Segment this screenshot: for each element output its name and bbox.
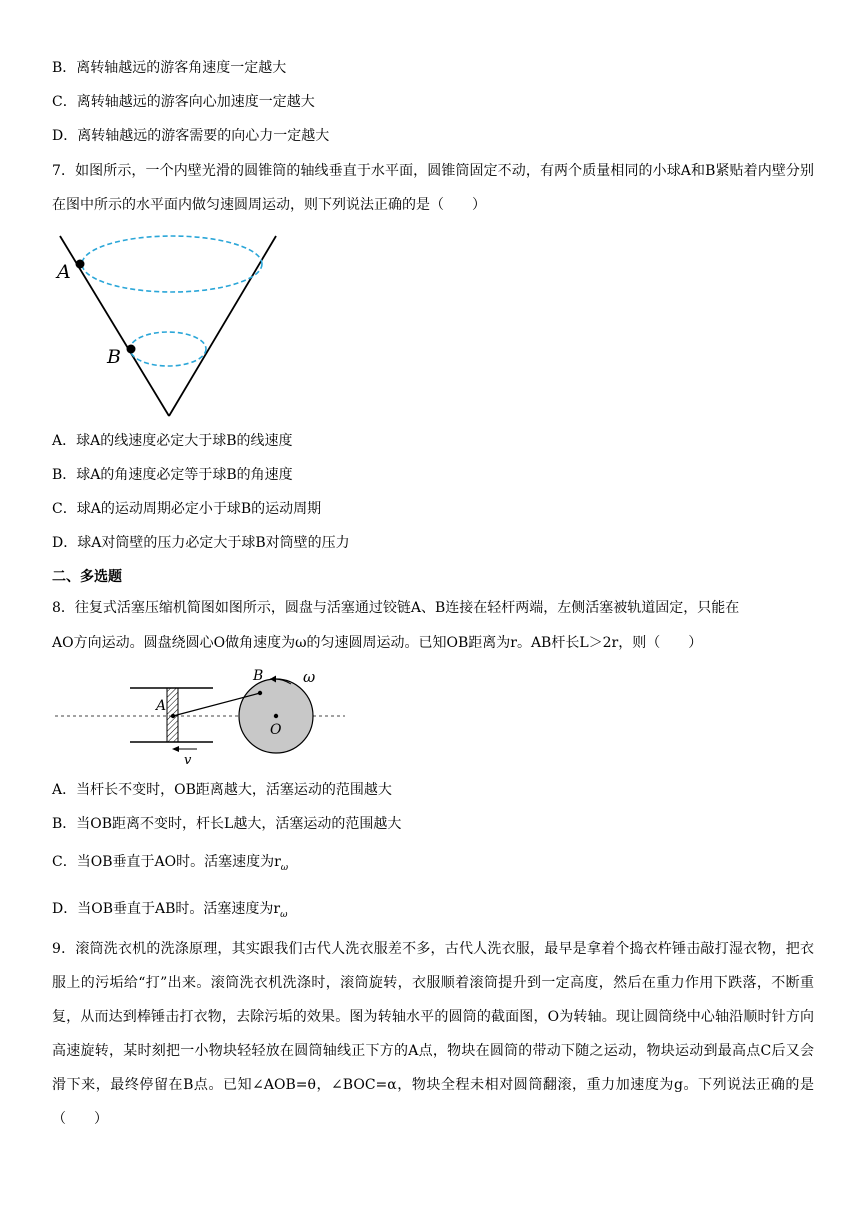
q8-option-d-subscript: ω	[280, 909, 288, 920]
label-o: O	[270, 722, 282, 738]
q7-cone-figure	[52, 228, 292, 422]
label-a: A	[156, 698, 167, 714]
q7-option-b: B．球A的角速度必定等于球B的角速度	[52, 467, 293, 483]
section-heading: 二、多选题	[52, 569, 122, 585]
q7-option-d: D．球A对筒壁的压力必定大于球B对筒壁的压力	[52, 535, 350, 551]
q8-option-d-text: D．当OB垂直于AB时。活塞速度为r	[52, 901, 281, 917]
q6-option-d: D．离转轴越远的游客需要的向心力一定越大	[52, 128, 330, 144]
q8-option-b: B．当OB距离不变时，杆长L越大，活塞运动的范围越大	[52, 816, 402, 832]
q8-stem-line2: AO方向运动。圆盘绕圆心O做角速度为ω的匀速圆周运动。已知OB距离为r。AB杆长L＞2r，则（ ）	[52, 635, 703, 651]
label-a: A	[57, 261, 71, 283]
q8-option-a: A．当杆长不变时，OB距离越大，活塞运动的范围越大	[52, 782, 392, 798]
q9-stem: 9．滚筒洗衣机的洗涤原理，其实跟我们古代人洗衣服差不多，古代人洗衣服，最早是拿着个捣衣杵锤击敲打湿衣物，把衣服上的污垢给“打”出来。滚筒洗衣机洗涤时，滚筒旋转，衣服顺着滚筒提升到一定高度，然后在重力作用下跌落，不断重复，从而达到棒锤击打衣物，去除污垢的效果。图为转轴水平的圆筒的截面图，O为转轴。现让圆筒绕中心轴沿顺时针方向高速旋转，某时刻把一小物块轻轻放在圆筒轴线正下方的A点，物块在圆筒的带动下随之运动，物块运动到最高点C后又会滑下来，最终停留在B点。已知∠AOB=θ，∠BOC=α，物块全程未相对圆筒翻滚，重力加速度为g。下列说法正确的是（ ）	[52, 941, 814, 1127]
q6-option-b: B．离转轴越远的游客角速度一定越大	[52, 60, 287, 76]
label-b: B	[107, 346, 121, 368]
orbit-a	[82, 236, 262, 292]
label-v: v	[184, 753, 192, 766]
q8-stem-line1: 8．往复式活塞压缩机简图如图所示，圆盘与活塞通过铰链A、B连接在轻杆两端，左侧活塞被轨道固定，只能在	[52, 600, 740, 616]
q7-stem: 7．如图所示，一个内壁光滑的圆锥筒的轴线垂直于水平面，圆锥筒固定不动，有两个质量相同的小球A和B紧贴着内壁分别在图中所示的水平面内做匀速圆周运动，则下列说法正确的是（ ）	[52, 163, 814, 213]
velocity-arrowhead	[172, 746, 179, 752]
cone-right-wall	[169, 236, 276, 416]
ball-b	[127, 345, 136, 354]
q7-option-c: C．球A的运动周期必定小于球B的运动周期	[52, 501, 322, 517]
ball-a	[76, 260, 85, 269]
hinge-a	[171, 714, 175, 718]
q8-piston-figure	[55, 662, 350, 766]
center-o	[274, 714, 278, 718]
label-b: B	[253, 668, 264, 684]
q7-option-a: A．球A的线速度必定大于球B的线速度	[52, 433, 293, 449]
q8-option-d	[52, 899, 287, 925]
q8-option-c	[52, 852, 288, 878]
orbit-b	[130, 332, 206, 366]
q8-option-c-text: C．当OB垂直于AO时。活塞速度为r	[52, 854, 281, 870]
q6-option-c: C．离转轴越远的游客向心加速度一定越大	[52, 94, 315, 110]
q8-option-c-subscript: ω	[280, 862, 289, 873]
hinge-b	[258, 691, 262, 695]
label-omega: ω	[303, 668, 316, 686]
